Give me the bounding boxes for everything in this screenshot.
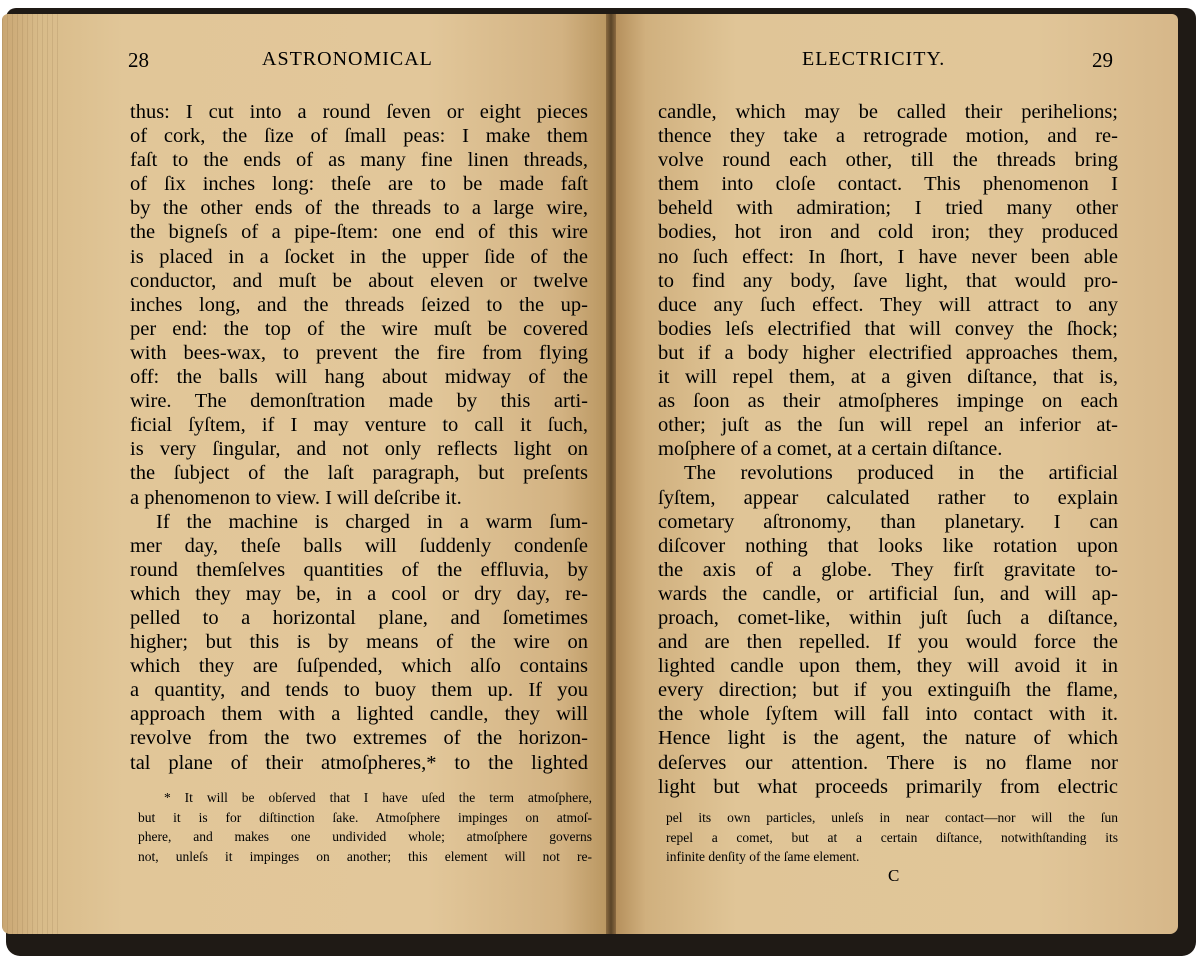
text-line: it will repel them, at a given diſtance, that is, xyxy=(658,366,1118,389)
text-line: bodies, hot iron and cold iron; they produced xyxy=(658,221,1118,244)
text-line: proach, comet-like, within juſt ſuch a diſtance, xyxy=(658,606,1118,629)
footnote-line: pel its own particles, unleſs in near contact—nor will the ſun xyxy=(666,810,1118,825)
text-line: wire. The demonſtration made by this arti- xyxy=(130,390,588,413)
text-line: thence they take a retrograde motion, and re- xyxy=(658,125,1118,148)
text-line: mer day, theſe balls will ſuddenly condenſe xyxy=(130,534,588,557)
left-running-head: ASTRONOMICAL xyxy=(262,48,433,70)
text-line: diſcover nothing that looks like rotation upon xyxy=(658,534,1118,557)
text-line: is placed in a ſocket in the upper ſide of the xyxy=(130,245,588,268)
right-footnote xyxy=(666,808,1118,867)
text-line: a phenomenon to view. I will deſcribe it. xyxy=(130,486,462,509)
text-line: wards the candle, or artificial ſun, and will ap- xyxy=(658,582,1118,605)
text-line: Hence light is the agent, the nature of which xyxy=(658,727,1118,750)
footnote-line: but it is for diſtinction ſake. Atmoſphere impinges on atmoſ- xyxy=(138,809,592,825)
text-line: as ſoon as their atmoſpheres impinge on each xyxy=(658,390,1118,413)
text-line: moſphere of a comet, at a certain diſtance. xyxy=(658,438,1003,461)
right-page-number: 29 xyxy=(1092,48,1113,72)
text-line: with bees-wax, to prevent the fire from flying xyxy=(130,341,588,364)
text-line: every direction; but if you extinguiſh the flame, xyxy=(658,679,1118,702)
footnote-line: * It will be obſerved that I have uſed the term atmoſphere, xyxy=(164,790,592,805)
text-line: thus: I cut into a round ſeven or eight pieces xyxy=(130,101,588,123)
text-line: candle, which may be called their perihelions; xyxy=(658,101,1118,123)
left-body-text xyxy=(130,100,588,775)
right-body-text xyxy=(658,100,1118,799)
text-line: round themſelves quantities of the effluvia, by xyxy=(130,558,588,581)
text-line: ficial ſyſtem, if I may venture to call it ſuch, xyxy=(130,414,588,437)
text-line: faſt to the ends of as many fine linen threads, xyxy=(130,149,588,172)
text-line: pelled to a horizontal plane, and ſometimes xyxy=(130,606,588,629)
text-line: tal plane of their atmoſpheres,* to the lighted xyxy=(130,751,588,774)
page-edges xyxy=(2,14,62,934)
text-line: bodies leſs electrified that will convey the ſhock; xyxy=(658,317,1118,340)
text-line: a quantity, and tends to buoy them up. If you xyxy=(130,679,588,702)
text-line: ſyſtem, appear calculated rather to explain xyxy=(658,486,1118,509)
text-line: no ſuch effect: In ſhort, I have never been able xyxy=(658,245,1118,268)
text-line: cometary aſtronomy, than planetary. I can xyxy=(658,510,1118,533)
footnote-line: not, unleſs it impinges on another; this element will not re- xyxy=(138,848,592,864)
text-line: them into cloſe contact. This phenomenon I xyxy=(658,173,1118,196)
text-line: duce any ſuch effect. They will attract to any xyxy=(658,293,1118,316)
text-line: is very ſingular, and not only reflects light on xyxy=(130,438,588,461)
text-line: inches long, and the threads ſeized to the up- xyxy=(130,293,588,316)
text-line: volve round each other, till the threads bring xyxy=(658,149,1118,172)
text-line: deſerves our attention. There is no flame nor xyxy=(658,751,1118,774)
text-line: the whole ſyſtem will fall into contact with it. xyxy=(658,703,1118,726)
text-line: conductor, and muſt be about eleven or twelve xyxy=(130,269,588,292)
text-line: the bigneſs of a pipe-ſtem: one end of this wire xyxy=(130,221,588,244)
left-page-number: 28 xyxy=(128,48,149,72)
text-line: off: the balls will hang about midway of the xyxy=(130,366,588,389)
left-footnote xyxy=(138,788,592,866)
text-line: which they may be, in a cool or dry day, re- xyxy=(130,582,588,605)
text-line: the axis of a globe. They firſt gravitate to- xyxy=(658,558,1118,581)
text-line: lighted candle upon them, they will avoid it in xyxy=(658,655,1118,678)
text-line: of cork, the ſize of ſmall peas: I make them xyxy=(130,125,588,148)
footnote-line: repel a comet, but at a certain diſtance, notwithſtanding its xyxy=(666,829,1118,845)
text-line: other; juſt as the ſun will repel an inferior at- xyxy=(658,414,1118,437)
text-line: per end: the top of the wire muſt be covered xyxy=(130,317,588,340)
text-line: approach them with a lighted candle, they will xyxy=(130,703,588,726)
footnote-line: infinite denſity of the ſame element. xyxy=(666,849,860,864)
right-running-head: ELECTRICITY. xyxy=(802,48,946,70)
text-line: The revolutions produced in the artificial xyxy=(684,462,1118,485)
text-line: which they are ſuſpended, which alſo contains xyxy=(130,655,588,678)
text-line: by the other ends of the threads to a large wire, xyxy=(130,197,588,220)
text-line: of ſix inches long: theſe are to be made faſt xyxy=(130,173,588,196)
signature-mark: C xyxy=(888,866,900,885)
text-line: revolve from the two extremes of the horizon- xyxy=(130,727,588,750)
text-line: light but what proceeds primarily from electric xyxy=(658,775,1118,798)
footnote-line: phere, and makes one undivided whole; atmoſphere governs xyxy=(138,829,592,844)
text-line: beheld with admiration; I tried many other xyxy=(658,197,1118,220)
text-line: higher; but this is by means of the wire on xyxy=(130,631,588,654)
text-line: but if a body higher electrified approaches them, xyxy=(658,341,1118,364)
book-gutter xyxy=(606,14,616,934)
text-line: and are then repelled. If you would force the xyxy=(658,631,1118,654)
text-line: If the machine is charged in a warm ſum- xyxy=(156,510,588,533)
text-line: to find any body, ſave light, that would pro- xyxy=(658,269,1118,292)
text-line: the ſubject of the laſt paragraph, but preſents xyxy=(130,462,588,485)
